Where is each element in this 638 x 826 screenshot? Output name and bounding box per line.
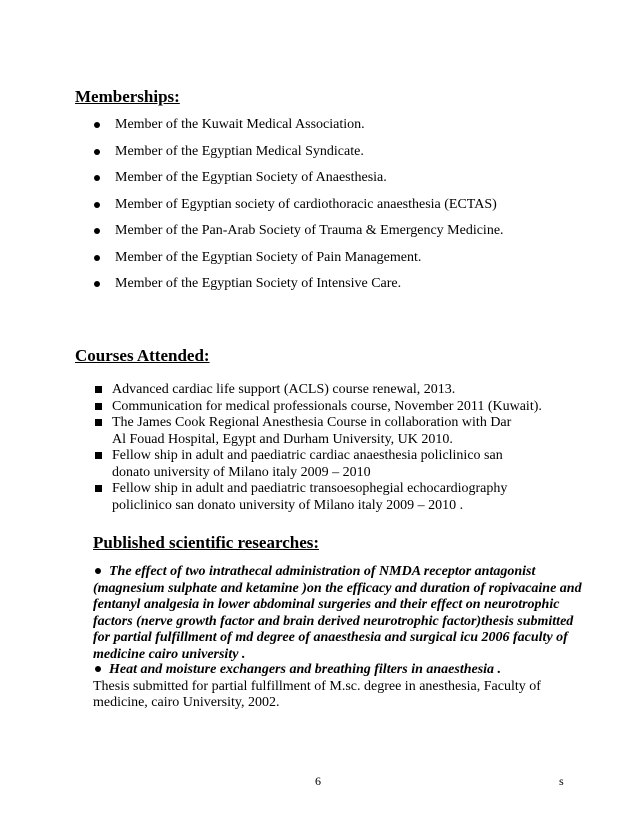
research-detail: Thesis submitted for partial fulfillment of M.sc. degree in anesthesia, Faculty of medicine, cairo University, 2002. [93,678,541,710]
list-item [93,249,504,266]
bullet-icon [94,255,100,261]
square-bullet-icon [95,419,102,426]
bullet-icon [94,122,100,128]
course-text: Fellow ship in adult and paediatric cardiac anaesthesia policlinico san donato university of Milano italy 2009 – 2010 [112,448,503,480]
list-item [93,275,504,292]
membership-text: Member of Egyptian society of cardiothoracic anaesthesia (ECTAS) [115,196,497,212]
bullet-icon [94,281,100,287]
list-item [93,382,593,399]
research-title: Heat and moisture exchangers and breathing filters in anaesthesia . [109,662,502,677]
membership-text: Member of the Pan-Arab Society of Trauma & Emergency Medicine. [115,223,504,238]
bullet-icon [95,666,101,672]
membership-text: Member of the Kuwait Medical Association. [115,117,365,132]
list-item [93,116,504,133]
researches-heading: Published scientific researches: [93,533,320,552]
course-text: Advanced cardiac life support (ACLS) course renewal, 2013. [112,382,456,397]
memberships-list [93,116,504,292]
memberships-heading: Memberships: [75,87,180,106]
bullet-icon [94,202,100,208]
research-entry [93,662,593,712]
course-text: Fellow ship in adult and paediatric transoesophegial echocardiography policlinico san donato university of Milano italy 2009 – 2010 . [112,481,508,513]
courses-list [93,382,593,514]
course-text: Communication for medical professionals course, November 2011 (Kuwait). [112,398,542,414]
list-item [93,222,504,239]
membership-text: Member of the Egyptian Medical Syndicate. [115,143,364,159]
list-item [93,415,593,448]
bullet-icon [95,568,101,574]
research-title: The effect of two intrathecal administration of NMDA receptor antagonist (magnesium sulphate and ketamine )on the efficacy and duration of ropivacaine and fentanyl analgesia in lower abdominal surgeries and their effect on neurotrophic factors (nerve growth factor and brain derived neurotrophic factor)thesis submitted for partial fulfillment of md degree of anaesthesia and surgical icu 2006 faculty of medicine cairo university . [93,564,582,662]
square-bullet-icon [95,452,102,459]
membership-text: Member of the Egyptian Society of Anaesthesia. [115,170,387,185]
square-bullet-icon [95,485,102,492]
square-bullet-icon [95,403,102,410]
bullet-icon [94,175,100,181]
bullet-icon [94,228,100,234]
list-item [93,196,504,213]
membership-text: Member of the Egyptian Society of Intensive Care. [115,276,402,291]
courses-heading: Courses Attended: [75,346,210,365]
list-item [93,143,504,160]
list-item [93,448,593,481]
research-entry [93,564,593,663]
list-item [93,169,504,186]
square-bullet-icon [95,386,102,393]
footer-mark: s [559,774,564,788]
page-number: 6 [315,774,321,788]
list-item [93,481,593,514]
course-text: The James Cook Regional Anesthesia Course in collaboration with Dar Al Fouad Hospital, Egypt and Durham University, UK 2010. [112,415,512,447]
membership-text: Member of the Egyptian Society of Pain Management. [115,249,422,265]
bullet-icon [94,149,100,155]
list-item [93,399,593,416]
